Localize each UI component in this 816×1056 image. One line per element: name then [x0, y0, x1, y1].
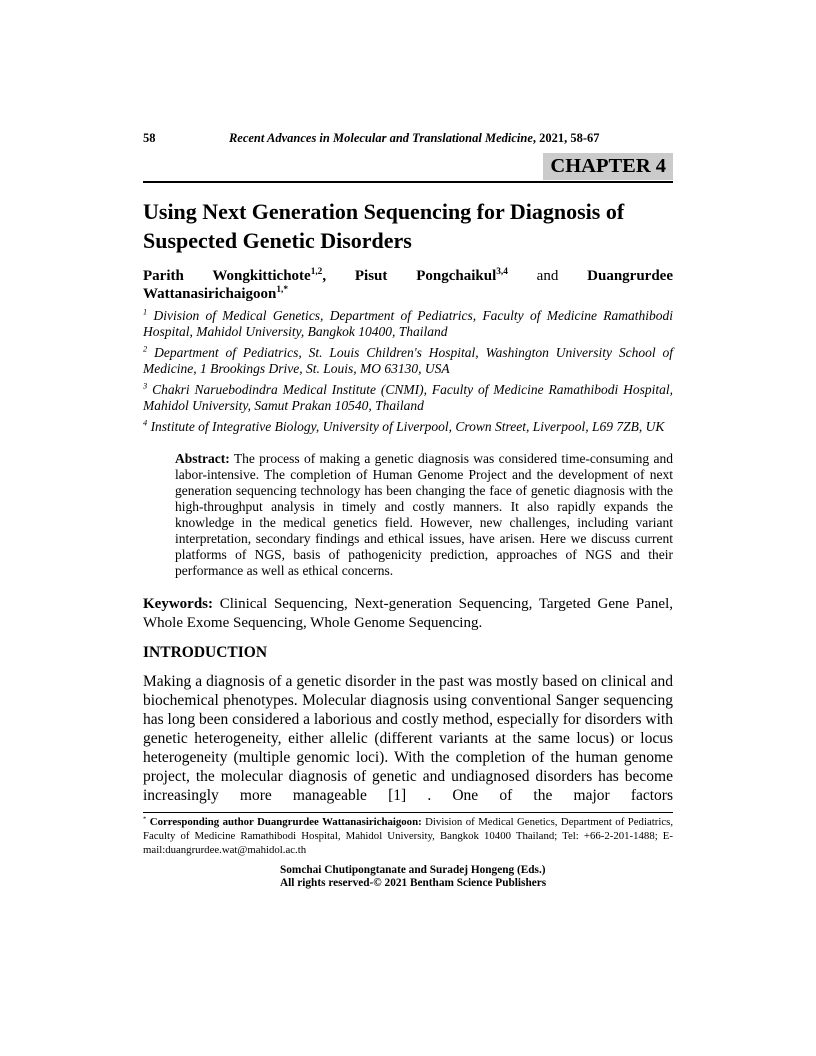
footnote-text: Division of Medical Genetics, Department of Pediatrics, Faculty of Medicine Ramathibodi Hospital, Mahidol University, Bangkok 10400 Thailand; Tel: +66-2-201-1488; E-mail:duangrurdee.wat@mahidol.ac.th	[143, 816, 674, 856]
introduction-paragraph: Making a diagnosis of a genetic disorder in the past was mostly based on clinical and biochemical phenotypes. Molecular diagnosis using conventional Sanger sequencing has long been considered a laborious and costly method, especially for disorders with genetic heterogeneity, either allelic (different variants at the same locus) or locus heterogeneity (multiple genomic loci). With the completion of the human genome project, the molecular diagnosis of genetic and undiagnosed disorders has become increasingly more manageable [1] . One of the major factors	[143, 673, 673, 804]
author-name: Duangrurdee Wattanasirichaigoon$^{1,*}$	[143, 268, 673, 302]
chapter-label: CHAPTER 4	[543, 153, 673, 180]
affiliation-text: Department of Pediatrics, St. Louis Children's Hospital, Washington University School of Medicine, 1 Brookings Drive, St. Louis, MO 63130, USA	[143, 345, 673, 376]
affiliation-superscript: 4	[143, 418, 148, 428]
page-content	[143, 131, 673, 889]
affiliation-item	[143, 345, 673, 377]
author-affiliation-superscript: 1,*	[276, 284, 288, 295]
affiliation-text: Institute of Integrative Biology, University of Liverpool, Crown Street, Liverpool, L69 7ZB, UK	[150, 419, 665, 434]
journal-citation	[156, 131, 674, 145]
authors-line	[143, 268, 673, 303]
running-header	[143, 131, 673, 145]
corresponding-author-footnote	[143, 816, 673, 857]
affiliation-superscript: 1	[143, 307, 148, 317]
journal-title: Recent Advances in Molecular and Translational Medicine	[228, 131, 533, 145]
author-affiliation-superscript: 3,4	[496, 267, 508, 277]
journal-citation-suffix: , 2021, 58-67	[532, 131, 600, 145]
copyright-line: All rights reserved-© 2021 Bentham Science Publishers	[280, 876, 547, 889]
footnote-divider	[143, 812, 673, 813]
editors-line: Somchai Chutipongtanate and Suradej Hongeng (Eds.)	[280, 864, 546, 877]
affiliation-item	[143, 308, 673, 340]
author-affiliation-superscript: 1,2	[310, 267, 323, 277]
author-name: Parith Wongkittichote$^{1,2}$,	[143, 267, 327, 284]
affiliation-text: Division of Medical Genetics, Department of Pediatrics, Faculty of Medicine Ramathibodi Hospital, Mahidol University, Bangkok 10400, Thailand	[143, 308, 674, 339]
section-heading-introduction: INTRODUCTION	[143, 644, 268, 661]
footnote-marker: *	[143, 815, 147, 823]
abstract-paragraph	[175, 451, 673, 579]
affiliation-superscript: 2	[143, 344, 148, 354]
footnote-label: Corresponding author Duangrurdee Wattanasirichaigoon:	[149, 816, 422, 828]
author-name: Pisut Pongchaikul$^{3,4}$	[354, 267, 508, 284]
chapter-title: Using Next Generation Sequencing for Diagnosis of Suspected Genetic Disorders	[143, 199, 625, 253]
keywords-text: Clinical Sequencing, Next-generation Sequencing, Targeted Gene Panel, Whole Exome Sequencing, Whole Genome Sequencing.	[143, 596, 673, 631]
authors-connector: and	[536, 268, 559, 284]
chapter-banner	[143, 153, 673, 180]
abstract-label: Abstract:	[175, 451, 230, 466]
affiliation-text: Chakri Naruebodindra Medical Institute (CNMI), Faculty of Medicine Ramathibodi Hospital, Mahidol University, Samut Prakan 10540, Thailand	[143, 382, 673, 413]
keywords-label: Keywords:	[143, 596, 213, 612]
abstract-text: The process of making a genetic diagnosis was considered time-consuming and labor-intensive. The completion of Human Genome Project and the development of next generation sequencing technology has been changing the face of genetic diagnosis with the high-throughput analysis in timely and costly manners. It also rapidly expands the knowledge in the medical genetics field. However, new challenges, including variant interpretation, secondary findings and ethical issues, have arisen. Here we discuss current platforms of NGS, basis of pathogenicity prediction, approaches of NGS and their performance as well as ethical concerns.	[175, 451, 673, 578]
affiliation-item	[143, 382, 673, 414]
publisher-footer	[280, 864, 673, 889]
affiliation-item	[143, 419, 673, 435]
page-number: 58	[143, 131, 156, 145]
header-divider	[143, 181, 673, 183]
keywords-paragraph	[143, 595, 673, 632]
affiliation-superscript: 3	[143, 381, 148, 391]
